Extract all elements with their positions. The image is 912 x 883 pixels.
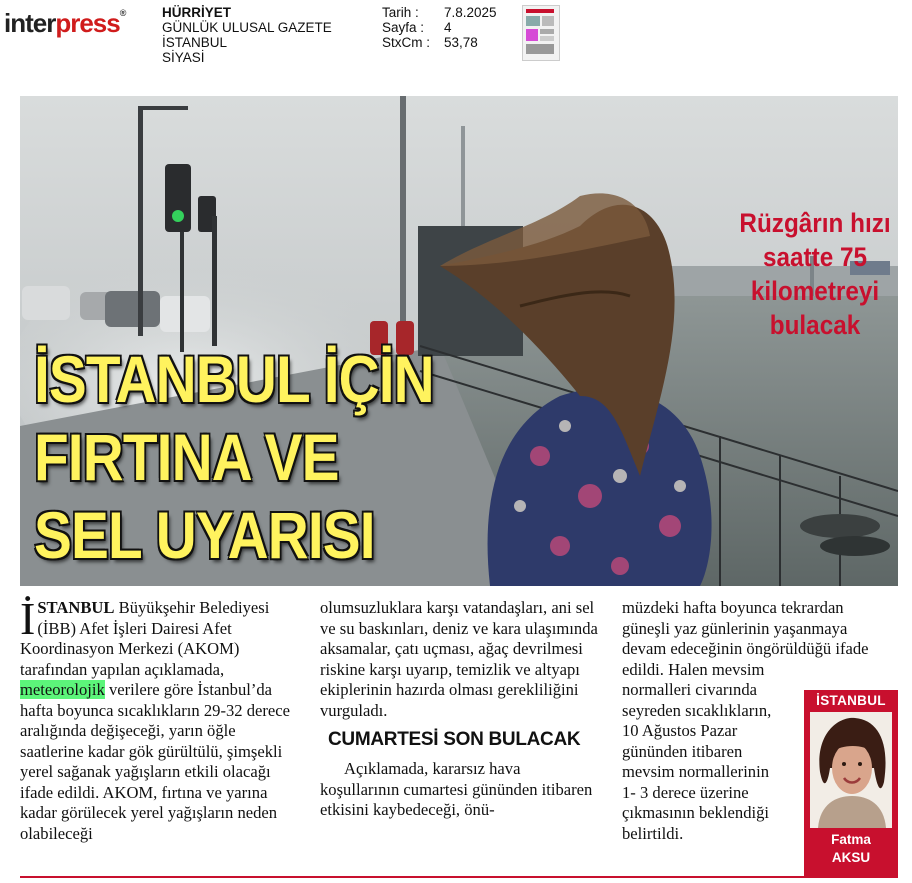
meta-value: 4 <box>444 20 452 35</box>
page-thumbnail-icon[interactable] <box>522 5 560 61</box>
author-last-name: AKSU <box>831 850 871 865</box>
body-text: Büyükşehir Belediyesi (İBB) Afet İşleri Dairesi Afet Koordinasyon Merkezi (AKOM) tarafından yapılan açıklamada, <box>20 598 270 679</box>
author-portrait-icon <box>810 712 892 828</box>
meta-row-stxcm <box>382 35 497 50</box>
highlighted-term: meteorolojik <box>20 680 105 699</box>
body-text: olumsuzluklara karşı vatandaşları, ani sel ve su baskınları, deniz ve kara ulaşımında aksamalar, çatı uçması, ağaç devrilmesi riskine karşı uyarıp, temizlik ve altyapı ekiplerinin hazırda olması gerekliliğini vurguladı. <box>320 598 598 720</box>
author-city-label: İSTANBUL <box>816 693 886 708</box>
lead-word: STANBUL <box>37 598 115 617</box>
photo-callout: Rüzgârın hızı saatte 75 kilometreyi bulacak <box>739 208 891 340</box>
bottom-divider <box>20 876 898 878</box>
logo-main-text: inter <box>4 8 56 38</box>
article-headline <box>34 340 434 574</box>
meta-value: 7.8.2025 <box>444 5 497 20</box>
author-photo <box>810 712 892 828</box>
meta-key: StxCm : <box>382 35 431 50</box>
body-text: Açıklamada, kararsız hava koşullarının cumartesi gününden itibaren etkisini kaybedeceği, önü- <box>320 759 593 819</box>
body-text: müzdeki hafta boyunca tekrardan güneşli yaz günlerinin yaşanmaya devam edeceğinin öngörüldüğü ifade edildi. Halen mevsim <box>622 598 869 679</box>
meta-value: 53,78 <box>444 35 478 50</box>
drop-cap: İ <box>20 593 36 644</box>
body-text: normalleri civarında seyreden sıcaklıkların, 10 Ağustos Pazar gününden itibaren mevsim normallerinin 1- 3 derece üzerine çıkmasının beklendiği belirtildi. <box>622 680 772 843</box>
column-1-paragraph <box>20 593 302 844</box>
publication-name: HÜRRİYET <box>162 5 232 20</box>
body-text: verilere göre İstanbul’da hafta boyunca sıcaklıkların 29-32 derece aralığında değişeceği, yarın öğle saatlerine kadar gök gürültülü, şimşekli yerel sağanak yağışların etkili olacağı ifade edildi. AKOM, fırtına ve yarına kadar görülecek yerel yağışların neden olabileceği <box>20 680 290 843</box>
meta-key: Sayfa : <box>382 20 425 35</box>
article-column-1 <box>20 593 302 844</box>
headline-line-3: SEL UYARISI <box>34 498 375 572</box>
clipping-meta <box>382 5 497 50</box>
headline-line-1: İSTANBUL İÇİN <box>34 342 434 416</box>
meta-row-page <box>382 20 497 35</box>
meta-row-date <box>382 5 497 20</box>
interpress-logo <box>4 8 125 39</box>
meta-key: Tarih : <box>382 5 419 20</box>
logo-registered-mark: ® <box>119 8 126 18</box>
logo-accent-text: press <box>55 8 120 38</box>
publication-line-section: SİYASİ <box>162 50 205 65</box>
headline-line-2: FIRTINA VE <box>34 420 339 494</box>
publication-line-frequency: GÜNLÜK ULUSAL GAZETE <box>162 20 332 35</box>
author-first-name: Fatma <box>831 832 871 847</box>
publication-line-city: İSTANBUL <box>162 35 228 50</box>
section-subheading: CUMARTESİ SON BULACAK <box>328 729 581 750</box>
author-name <box>804 831 898 867</box>
publication-info <box>162 5 332 65</box>
article-column-2 <box>320 598 600 821</box>
author-box <box>804 690 898 878</box>
